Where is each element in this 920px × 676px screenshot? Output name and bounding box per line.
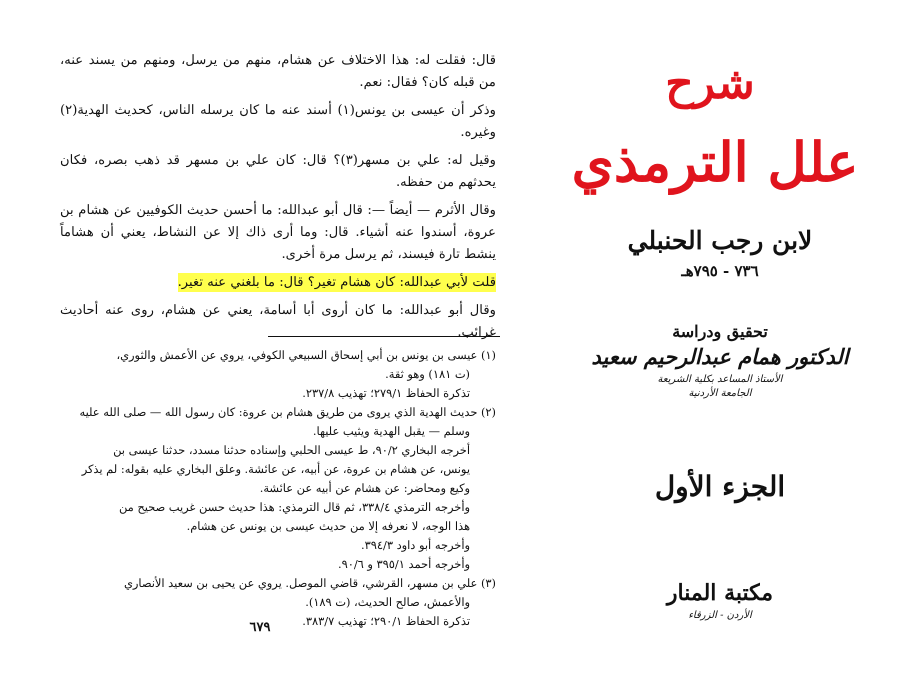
title-sharh: شرح bbox=[665, 58, 755, 109]
footnote-line: تذكرة الحفاظ ٢٩٠/١؛ تهذيب ٣٨٣/٧. bbox=[302, 614, 470, 628]
tahqiq-label: تحقيق ودراسة bbox=[672, 322, 768, 341]
paragraph-2: وذكر أن عيسى بن يونس(١) أسند عنه ما كان يرسله الناس، كحديث الهدية(٢) وغيره. bbox=[60, 103, 496, 140]
footnote-line: هذا الوجه، لا نعرفه إلا من حديث عيسى بن يونس عن هشام. bbox=[186, 519, 470, 533]
footnote-line: يونس، عن هشام بن عروة، عن أبيه، عن عائشة. وعلق البخاري عليه بقوله: لم يذكر bbox=[81, 462, 470, 476]
paragraph-3: وقيل له: علي بن مسهر(٣)؟ قال: كان علي بن مسهر قد ذهب بصره، فكان يحدثهم من حفظه. bbox=[60, 153, 496, 190]
footnote-line: وأخرجه أحمد ٣٩٥/١ و ٩٠/٦. bbox=[337, 557, 470, 571]
footnote-line: (٣) علي بن مسهر، القرشي، قاضي الموصل. يروي عن يحيى بن سعيد الأنصاري bbox=[123, 576, 496, 590]
footnote-line: وكيع ومحاضر: عن هشام عن أبيه عن عائشة. bbox=[259, 481, 470, 495]
footnote-line: وأخرجه أبو داود ٣٩٤/٣. bbox=[361, 538, 470, 552]
footnote-line: وسلم — يقبل الهدية ويثيب عليها. bbox=[312, 424, 470, 438]
publisher-city: الأردن - الزرقاء bbox=[688, 610, 752, 621]
book-title: علل الترمذي bbox=[571, 130, 859, 194]
footnote-line: (ت ١٨١) وهو ثقة. bbox=[385, 367, 470, 381]
editor-university: الجامعة الأردنية bbox=[688, 388, 752, 399]
author-years: ٧٣٦ - ٧٩٥هـ bbox=[681, 262, 759, 280]
highlighted-text: قلت لأبي عبدالله: كان هشام تغير؟ قال: ما بلغني عنه تغير. bbox=[177, 275, 496, 290]
footnote-divider bbox=[268, 336, 500, 337]
author-name: لابن رجب الحنبلي bbox=[627, 226, 813, 255]
volume-label: الجزء الأول bbox=[654, 470, 786, 503]
publisher-name: مكتبة المنار bbox=[666, 580, 774, 606]
paragraph-1: قال: فقلت له: هذا الاختلاف عن هشام، منهم من يرسل، ومنهم من يسند عنه، من قبله كان؟ فقال: نعم. bbox=[60, 53, 496, 90]
page-number: ٦٧٩ bbox=[249, 620, 271, 635]
paragraph-4: وقال الأثرم — أيضاً —: قال أبو عبدالله: ما أحسن حديث الكوفيين عن هشام بن عروة، أسندوا عنه أشياء. قال: وما أرى ذاك إلا عن النشاط، يعني أن هشاماً ينشط تارة فيسند، ثم يرسل مرة أخرى. bbox=[60, 203, 496, 262]
footnote-line: أخرجه البخاري ٩٠/٢، ط عيسى الحلبي وإسناده حدثنا مسدد، حدثنا عيسى بن bbox=[113, 443, 470, 457]
footnote-line: وأخرجه الترمذي ٣٣٨/٤، ثم قال الترمذي: هذا حديث حسن غريب صحيح من bbox=[118, 500, 470, 514]
footnote-line: (٢) حديث الهدية الذي يروى من طريق هشام بن عروة: كان رسول الله — صلى الله عليه bbox=[79, 405, 496, 419]
footnote-line: (١) عيسى بن يونس بن أبي إسحاق السبيعي الكوفي، يروي عن الأعمش والثوري، bbox=[116, 348, 496, 362]
main-text bbox=[60, 50, 496, 350]
title-page bbox=[520, 0, 920, 676]
highlighted-paragraph bbox=[60, 272, 496, 294]
footnote-line: تذكرة الحفاظ ٢٧٩/١؛ تهذيب ٢٣٧/٨. bbox=[302, 386, 470, 400]
editor-name: الدكتور همام عبدالرحيم سعيد bbox=[591, 344, 849, 369]
paragraph-6: وقال أبو عبدالله: ما كان أروى أبا أسامة، يعني عن هشام، روى عنه أحاديث غرائب. bbox=[60, 303, 496, 340]
footnotes bbox=[60, 346, 496, 631]
editor-affiliation: الأستاذ المساعد بكلية الشريعة bbox=[657, 374, 783, 385]
footnote-line: والأعمش، صالح الحديث، (ت ١٨٩). bbox=[305, 595, 470, 609]
